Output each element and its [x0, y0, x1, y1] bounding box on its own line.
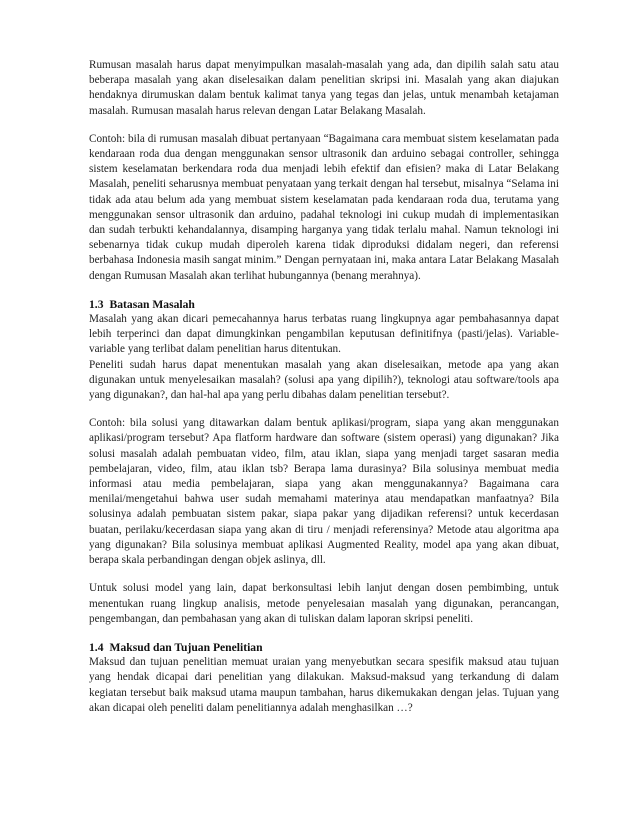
paragraph-batasan-peneliti: Peneliti sudah harus dapat menentukan masalah yang akan diselesaikan, metode apa yang akan digunakan untuk menyelesaikan masalah? (solusi apa yang dipilih?), teknologi atau software/tools apa yang digunakan?, dan hal-hal apa yang perlu dibahas dalam penelitian tersebut?.: [89, 358, 559, 402]
section-number: 1.4: [89, 640, 104, 654]
paragraph-batasan-intro: Masalah yang akan dicari pemecahannya harus terbatas ruang lingkupnya agar pembahasannya dapat lebih terperinci dan dapat dimungkinkan pengambilan keputusan definitifnya (pasti/jelas). Variable-variable yang terlibat dalam penelitian harus ditentukan.: [89, 313, 559, 356]
section-title: Maksud dan Tujuan Penelitian: [109, 640, 263, 654]
paragraph-contoh-rumusan: Contoh: bila di rumusan masalah dibuat pertanyaan “Bagaimana cara membuat sistem keselamatan pada kendaraan roda dua dengan menggunakan sensor ultrasonik dan arduino sebagai controller, sehingga sistem keselamatan berkendara roda dua menjadi lebih efektif dan efisien? maka di Latar Belakang Masalah, peneliti seharusnya membuat penyataan yang terkait dengan hal tersebut, misalnya “Selama ini tidak ada atau belum ada yang membuat sistem keselamatan pada kendaraan roda dua, terutama yang menggunakan sensor ultrasonik dan arduino, padahal teknologi ini cukup mudah di implementasikan dan sudah terbukti kehandalannya, disamping harganya yang tidak terlalu mahal. Namun teknologi ini sebenarnya tidak cukup mudah diperoleh karena tidak diproduksi didalam negeri, dan referensi berbahasa Indonesia masih sangat minim.” Dengan pernyataan ini, maka antara Latar Belakang Masalah dengan Rumusan Masalah akan terlihat hubungannya (benang merahnya).: [89, 132, 559, 282]
paragraph-maksud-tujuan: Maksud dan tujuan penelitian memuat uraian yang menyebutkan secara spesifik maksud atau tujuan yang hendak dicapai dari penelitian yang dilakukan. Maksud-maksud yang terkandung di dalam kegiatan tersebut baik maksud utama maupun tambahan, harus dikemukakan dengan jelas. Tujuan yang akan dicapai oleh peneliti dalam penelitiannya adalah menghasilkan …?: [89, 656, 559, 714]
document-page: [89, 58, 559, 716]
paragraph-solusi-lain: Untuk solusi model yang lain, dapat berkonsultasi lebih lanjut dengan dosen pembimbing, untuk menentukan ruang lingkup analisis, metode penyelesaian masalah yang digunakan, perancangan, pengembangan, dan pembahasan yang akan di tuliskan dalam laporan skripsi peneliti.: [89, 582, 559, 625]
paragraph-rumusan-masalah: Rumusan masalah harus dapat menyimpulkan masalah-masalah yang ada, dan dipilih salah satu atau beberapa masalah yang akan diselesaikan dalam penelitian skripsi ini. Masalah yang akan diajukan hendaknya dirumuskan dalam bentuk kalimat tanya yang tegas dan jelas, untuk menambah ketajaman masalah. Rumusan masalah harus relevan dengan Latar Belakang Masalah.: [89, 59, 559, 117]
paragraph-contoh-batasan: Contoh: bila solusi yang ditawarkan dalam bentuk aplikasi/program, siapa yang akan menggunakan aplikasi/program tersebut? Apa flatform hardware dan software (sistem operasi) yang digunakan? Jika solusi masalah adalah pembuatan video, film, atau iklan, siapa yang menjadi target sasaran media pembelajaran, video, film, atau iklan tsb? Berapa lama durasinya? Bila solusinya membuat media informasi atau media pembelajaran, siapa yang akan menggunakannya? Bagaimana cara menilai/mengetahui bahwa user sudah memahami materinya atau mendapatkan manfaatnya? Bila solusinya adalah pembuatan sistem pakar, siapa pakar yang dijadikan referensi? untuk kecerdasan buatan, perilaku/kecerdasan siapa yang akan di tiru / menjadi referensinya? Metode atau algoritma apa yang digunakan? Bila solusinya membuat aplikasi Augmented Reality, model apa yang akan dibuat, berapa skala perbandingan dengan objek aslinya, dll.: [89, 417, 559, 567]
section-heading-maksud-tujuan: [89, 640, 559, 655]
section-heading-batasan-masalah: [89, 297, 559, 312]
section-number: 1.3: [89, 297, 104, 311]
section-title: Batasan Masalah: [109, 297, 195, 311]
